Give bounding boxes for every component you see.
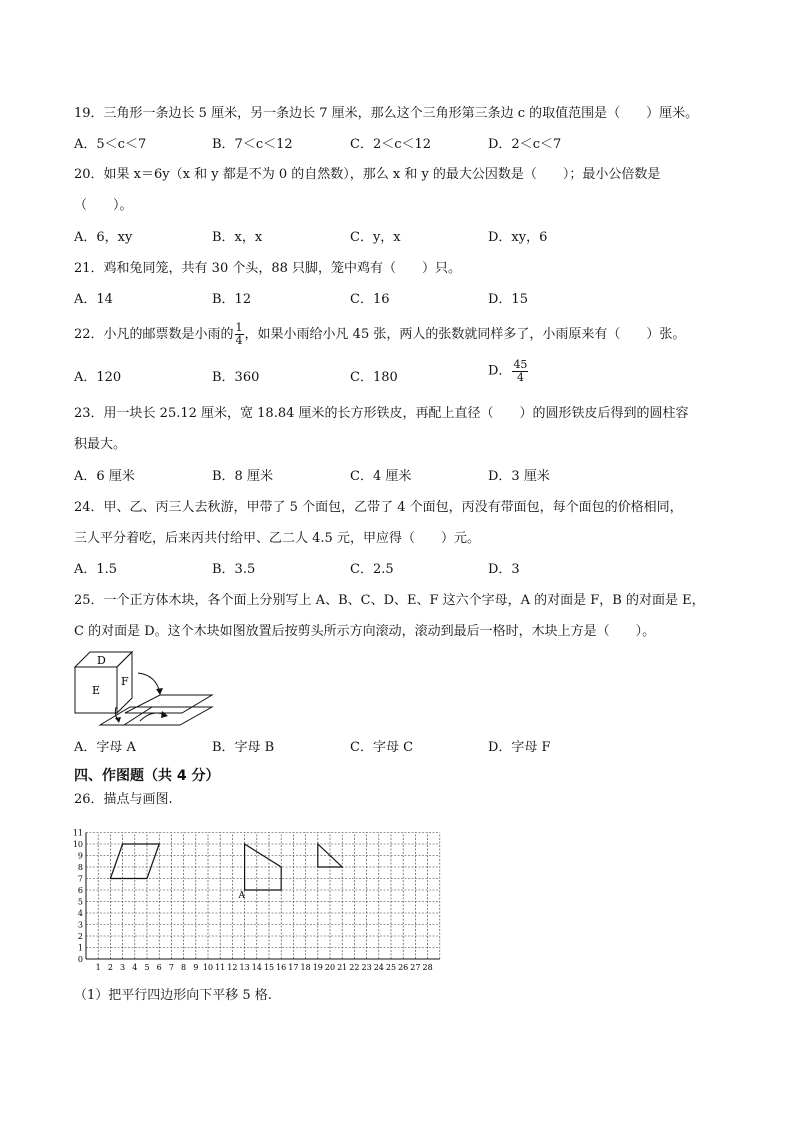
y-tick-label: 6 (77, 886, 83, 895)
q21-option-a[interactable]: A．14 (74, 292, 113, 307)
y-tick-label: 10 (72, 840, 83, 849)
y-tick-label: 4 (77, 909, 83, 918)
x-tick-label: 15 (263, 963, 275, 972)
q21-option-d[interactable]: D．15 (488, 292, 528, 307)
coordinate-grid (70, 815, 450, 975)
cube-top-letter: D (97, 654, 106, 667)
q22-option-d-fraction (512, 359, 528, 384)
q20-stem-cont: （ ）。 (74, 198, 133, 213)
q22-fraction-den: 4 (235, 334, 243, 347)
q20-option-a[interactable]: A．6，xy (74, 230, 133, 245)
x-tick-label: 16 (276, 963, 287, 972)
roll-arrow-1-head (156, 688, 163, 695)
y-tick-label: 0 (77, 955, 83, 964)
x-tick-label: 17 (288, 963, 299, 972)
x-tick-label: 2 (107, 963, 113, 972)
q19-option-a[interactable]: A．5＜c＜7 (74, 137, 147, 152)
x-tick-label: 4 (132, 963, 138, 972)
q22-option-d-num: 45 (513, 358, 528, 371)
q20-option-d[interactable]: D．xy，6 (488, 230, 548, 245)
q20-option-b[interactable]: B．x，x (212, 230, 263, 245)
cube-rolling-figure (70, 645, 220, 735)
q24-stem: 24．甲、乙、丙三人去秋游，甲带了 5 个面包，乙带了 4 个面包，丙没有带面包，每个面包的价格相同， (74, 500, 683, 515)
x-tick-label: 8 (181, 963, 187, 972)
x-tick-label: 13 (239, 963, 250, 972)
q19-stem: 19．三角形一条边长 5 厘米，另一条边长 7 厘米，那么这个三角形第三条边 c 的取值范围是（ ）厘米。 (74, 106, 699, 121)
ground-divider (124, 707, 152, 725)
x-tick-label: 26 (398, 963, 409, 972)
y-tick-label: 1 (77, 943, 83, 953)
x-tick-label: 28 (422, 963, 433, 972)
cube-front-letter: E (92, 684, 101, 697)
q21-option-c[interactable]: C．16 (350, 292, 390, 307)
x-tick-label: 23 (361, 963, 372, 972)
q23-option-b[interactable]: B．8 厘米 (212, 469, 273, 484)
q24-option-a[interactable]: A．1.5 (74, 562, 118, 577)
y-tick-label: 11 (72, 828, 83, 838)
x-tick-label: 27 (410, 963, 421, 972)
x-tick-label: 12 (227, 963, 238, 972)
q20-stem: 20．如果 x＝6y（x 和 y 都是不为 0 的自然数），那么 x 和 y 的最大公因数是（ ）；最小公倍数是 (74, 167, 661, 182)
x-tick-label: 7 (168, 963, 174, 972)
x-tick-label: 19 (312, 963, 323, 972)
q24-option-d[interactable]: D．3 (488, 562, 520, 577)
x-tick-label: 11 (215, 963, 226, 972)
roll-arrow-3-head (161, 711, 168, 718)
q23-option-c[interactable]: C．4 厘米 (350, 469, 412, 484)
point-a-label: A (238, 891, 245, 902)
q24-stem-cont: 三人平分着吃，后来丙共付给甲、乙二人 4.5 元，甲应得（ ）元。 (74, 531, 480, 546)
q22-option-b[interactable]: B．360 (212, 370, 260, 385)
section-title: 四、作图题（共 4 分） (74, 768, 220, 784)
x-tick-label: 22 (349, 963, 360, 972)
q23-stem: 23．用一块长 25.12 厘米，宽 18.84 厘米的长方形铁皮，再配上直径（ ）的圆形铁皮后得到的圆柱容 (74, 406, 689, 421)
x-tick-label: 20 (324, 963, 336, 972)
q25-option-b[interactable]: B．字母 B (212, 740, 275, 755)
q22-option-d[interactable] (488, 359, 529, 384)
q25-option-a[interactable]: A．字母 A (74, 740, 136, 755)
q23-option-a[interactable]: A．6 厘米 (74, 469, 135, 484)
x-tick-label: 9 (193, 963, 199, 972)
y-tick-label: 7 (77, 874, 83, 884)
q19-option-d[interactable]: D．2＜c＜7 (488, 137, 562, 152)
q22-stem-before: 22．小凡的邮票数是小雨的 (74, 327, 234, 342)
q22-stem-after: ，如果小雨给小凡 45 张，两人的张数就同样多了，小雨原来有（ ）张。 (244, 327, 686, 342)
q25-option-c[interactable]: C．字母 C (350, 740, 414, 755)
cube-side-letter: F (121, 675, 129, 688)
q20-option-c[interactable]: C．y，x (350, 230, 401, 245)
x-tick-label: 10 (202, 963, 214, 972)
y-tick-label: 3 (77, 920, 83, 930)
q22-fraction-num: 1 (235, 321, 243, 334)
q23-option-d[interactable]: D．3 厘米 (488, 469, 550, 484)
x-tick-label: 21 (337, 963, 348, 972)
q21-stem: 21．鸡和兔同笼，共有 30 个头，88 只脚，笼中鸡有（ ）只。 (74, 261, 462, 276)
x-tick-label: 3 (120, 963, 126, 972)
q24-option-b[interactable]: B．3.5 (212, 562, 256, 577)
q25-option-d[interactable]: D．字母 F (488, 740, 551, 755)
y-tick-label: 5 (77, 897, 83, 907)
q22-stem (74, 322, 685, 347)
y-tick-label: 2 (77, 932, 83, 941)
q22-option-a[interactable]: A．120 (74, 370, 122, 385)
q25-stem-cont: C 的对面是 D。这个木块如图放置后按剪头所示方向滚动，滚动到最后一格时，木块上方是（ ）。 (74, 624, 656, 639)
q26-sub1: （1）把平行四边形向下平移 5 格. (74, 988, 272, 1003)
q21-option-b[interactable]: B．12 (212, 292, 252, 307)
q22-option-d-den: 4 (516, 371, 524, 384)
x-tick-label: 14 (251, 963, 262, 972)
x-tick-label: 24 (373, 963, 384, 972)
q19-option-b[interactable]: B．7＜c＜12 (212, 137, 293, 152)
q22-fraction (235, 322, 244, 347)
q23-stem-cont: 积最大。 (74, 437, 127, 452)
x-tick-label: 18 (300, 963, 311, 972)
y-tick-label: 9 (77, 851, 83, 861)
q26-stem: 26．描点与画图. (74, 792, 173, 807)
roll-arrow-2-head (115, 717, 121, 723)
q24-option-c[interactable]: C．2.5 (350, 562, 394, 577)
x-tick-label: 5 (144, 963, 150, 972)
q22-option-d-label: D． (488, 363, 512, 379)
y-tick-label: 8 (77, 863, 83, 872)
q22-option-c[interactable]: C．180 (350, 370, 398, 385)
x-tick-label: 6 (156, 963, 162, 972)
q19-option-c[interactable]: C．2＜c＜12 (350, 137, 432, 152)
x-tick-label: 1 (95, 963, 101, 972)
x-tick-label: 25 (385, 963, 397, 972)
q25-stem: 25．一个正方体木块，各个面上分别写上 A、B、C、D、E、F 这六个字母，A 的对面是 F，B 的对面是 E， (74, 593, 705, 608)
ground-square-1 (125, 695, 212, 713)
